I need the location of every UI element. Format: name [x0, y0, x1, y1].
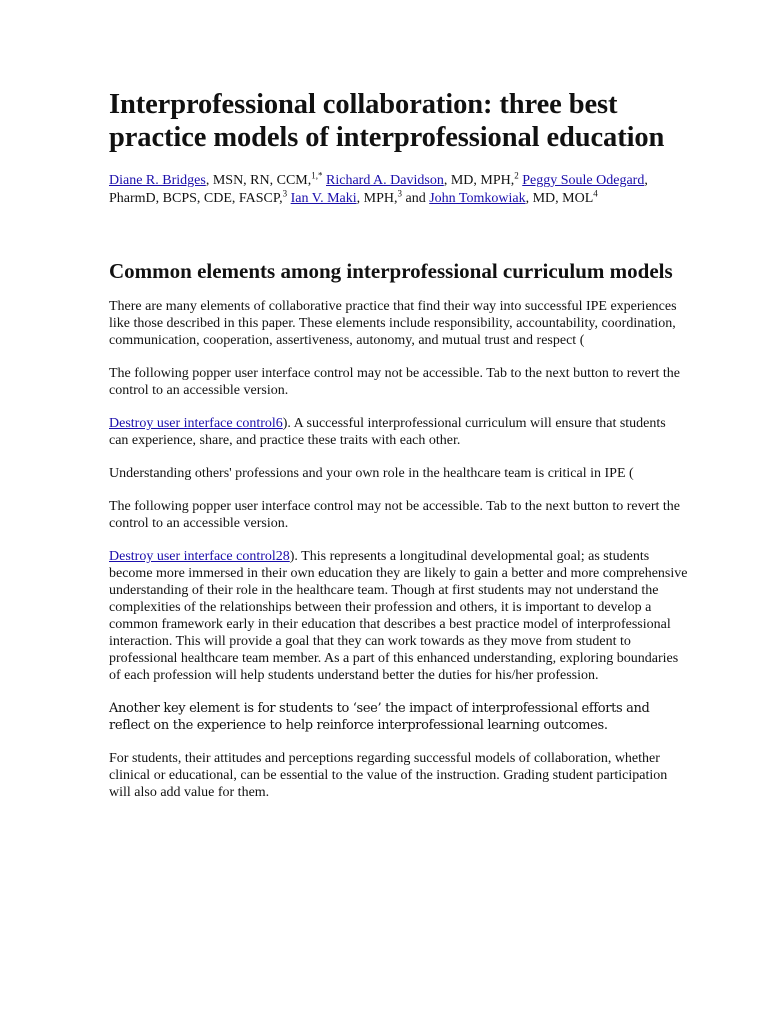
author-credentials: , PharmD, BCPS, CDE, FASCP,: [109, 173, 648, 206]
paragraph-roles: Understanding others' professions and your own role in the healthcare team is critical in IPE (: [109, 466, 634, 481]
paragraph-see-impact: Another key element is for students to ‘see’ the impact of interprofessional efforts and reflect on the experience to help reinforce interprofessional learning outcomes.: [109, 701, 650, 733]
author-joiner: and: [405, 191, 426, 206]
author-link-davidson[interactable]: Richard A. Davidson: [326, 173, 444, 188]
author-credentials: , MD, MPH,: [443, 173, 515, 188]
paragraph-curriculum: [109, 415, 688, 449]
author-affiliation: 2: [514, 170, 519, 181]
popper-notice: The following popper user interface control may not be accessible. Tab to the next button to revert the control to an accessible version.: [109, 499, 681, 531]
author-list: [109, 172, 688, 208]
destroy-control-link[interactable]: Destroy user interface control28: [109, 549, 290, 564]
author-affiliation: 1,*: [311, 170, 323, 181]
author-link-odegard[interactable]: Peggy Soule Odegard: [522, 173, 645, 188]
paragraph-elements: There are many elements of collaborative practice that find their way into successful IPE experiences like those described in this paper. These elements include responsibility, accountability, coordination, communication, cooperation, assertiveness, autonomy, and mutual trust and respect (: [109, 299, 677, 348]
paragraph-text: ). This represents a longitudinal developmental goal; as students become more immersed in their own education they are likely to gain a better and more comprehensive understanding of their role in the healthcare team. Though at first students may not understand the complexities of the relationships between their profession and others, it is important to develop a common framework early in their education that describes a best practice model of interprofessional interaction. This will provide a goal that they can work towards as they move from student to professional healthcare team member. As a part of this enhanced understanding, exploring boundaries of each profession will help students understand better the duties for his/her profession.: [109, 549, 688, 683]
section-heading: Common elements among interprofessional curriculum models: [109, 259, 673, 283]
author-credentials: , MPH,: [356, 191, 398, 206]
paragraph-attitudes: For students, their attitudes and perceptions regarding successful models of collaboration, whether clinical or educational, can be essential to the value of the instruction. Grading student participation will also add value for them.: [109, 751, 668, 800]
author-link-bridges[interactable]: Diane R. Bridges: [109, 173, 206, 188]
popper-notice: The following popper user interface control may not be accessible. Tab to the next button to revert the control to an accessible version.: [109, 366, 681, 398]
author-credentials: , MSN, RN, CCM,: [205, 173, 312, 188]
author-credentials: , MD, MOL: [525, 191, 594, 206]
paragraph-longitudinal: [109, 548, 688, 684]
author-affiliation: 3: [282, 188, 288, 199]
author-affiliation: 4: [593, 188, 598, 199]
author-link-maki[interactable]: Ian V. Maki: [290, 191, 357, 206]
article-title: Interprofessional collaboration: three best practice models of interprofessional education: [109, 89, 665, 153]
destroy-control-link[interactable]: Destroy user interface control6: [109, 416, 283, 431]
paragraph-text: ). A successful interprofessional curriculum will ensure that students can experience, share, and practice these traits with each other.: [109, 416, 666, 448]
author-link-tomkowiak[interactable]: John Tomkowiak: [429, 191, 526, 206]
author-affiliation: 3: [397, 188, 402, 199]
